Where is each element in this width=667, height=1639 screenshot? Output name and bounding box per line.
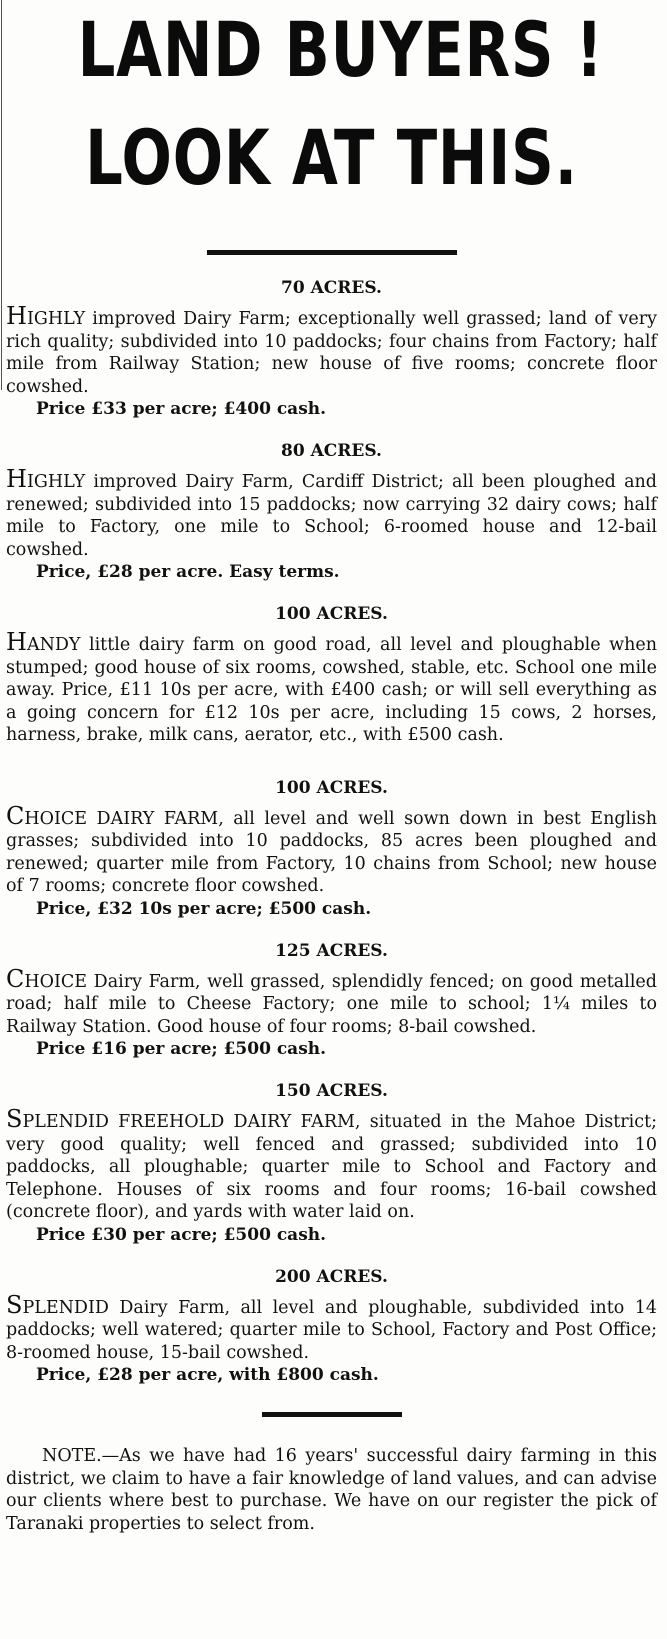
listing-acreage: 100 ACRES. (275, 777, 388, 798)
listing-100-acres-handy (6, 603, 657, 747)
column-border (1, 0, 2, 390)
listing-200-acres (6, 1266, 657, 1387)
listing-description: CHOICE DAIRY FARM, all level and well sown down in best English grasses; subdivided into 10 paddocks, 85 acres been ploughed and renewed; quarter mile from Factory, 10 chains from School; new house of 7 rooms; concrete floor cowshed. (6, 801, 657, 896)
agency-note: NOTE.—As we have had 16 years' successful dairy farming in this district, we claim to have a fair knowledge of land values, and can advise our clients where best to purchase. We have on our register the pick of Taranaki properties to select from. (6, 1446, 657, 1534)
listing-150-acres (6, 1080, 657, 1246)
headline-line-1: LAND BUYERS ! (77, 5, 604, 94)
listing-price: Price £33 per acre; £400 cash. (36, 399, 327, 419)
listing-price: Price £16 per acre; £500 cash. (36, 1039, 327, 1059)
listing-price: Price, £28 per acre, with £800 cash. (36, 1365, 379, 1385)
listings (6, 277, 657, 1386)
listing-acreage: 200 ACRES. (275, 1266, 388, 1287)
listing-price: Price, £28 per acre. Easy terms. (36, 562, 340, 582)
listing-description: HIGHLY improved Dairy Farm; exceptionally well grassed; land of very rich quality; subdivided into 10 paddocks; four chains from Factory; half mile from Railway Station; new house of five rooms; concrete floor cowshed. (6, 302, 657, 397)
listing-price: Price £30 per acre; £500 cash. (36, 1224, 327, 1245)
listing-description: SPLENDID Dairy Farm, all level and ploughable, subdivided into 14 paddocks; well watered; quarter mile to School, Factory and Post Office; 8-roomed house, 15-bail cowshed. (6, 1290, 657, 1363)
listing-80-acres (6, 440, 657, 583)
listing-price: Price, £32 10s per acre; £500 cash. (36, 898, 372, 919)
listing-125-acres (6, 940, 657, 1061)
listing-description: HANDY little dairy farm on good road, all level and ploughable when stumped; good house of six rooms, cowshed, stable, etc. School one mile away. Price, £11 10s per acre, with £400 cash; or will sell everything as a going concern for £12 10s per acre, including 15 cows, 2 horses, harness, brake, milk cans, aerator, etc., with £500 cash. (6, 628, 657, 745)
divider-rule-bottom (262, 1412, 402, 1417)
listing-acreage: 70 ACRES. (281, 278, 382, 298)
listing-100-acres-choice (6, 777, 657, 920)
listing-acreage: 150 ACRES. (275, 1081, 388, 1101)
listing-description: SPLENDID FREEHOLD DAIRY FARM, situated in the Mahoe District; very good quality; well fenced and grassed; subdivided into 10 paddocks, all ploughable; quarter mile to School and Factory and Telephone. Houses of six rooms and four rooms; 16-bail cowshed (concrete floor), and yards with water laid on. (6, 1105, 657, 1222)
listing-acreage: 125 ACRES. (275, 940, 388, 961)
listing-70-acres (6, 277, 657, 420)
listing-description: CHOICE Dairy Farm, well grassed, splendidly fenced; on good metalled road; half mile to Cheese Factory; one mile to school; 1¼ miles to Railway Station. Good house of four rooms; 8-bail cowshed. (6, 964, 657, 1037)
listing-description: HIGHLY improved Dairy Farm, Cardiff District; all been ploughed and renewed; subdivided into 15 paddocks; now carrying 32 dairy cows; half mile to Factory, one mile to School; 6-roomed house and 12-bail cowshed. (6, 465, 657, 560)
listing-acreage: 80 ACRES. (281, 441, 382, 461)
listing-acreage: 100 ACRES. (275, 604, 388, 624)
divider-rule-top (207, 250, 457, 255)
headline-line-2: LOOK AT THIS. (85, 113, 578, 202)
